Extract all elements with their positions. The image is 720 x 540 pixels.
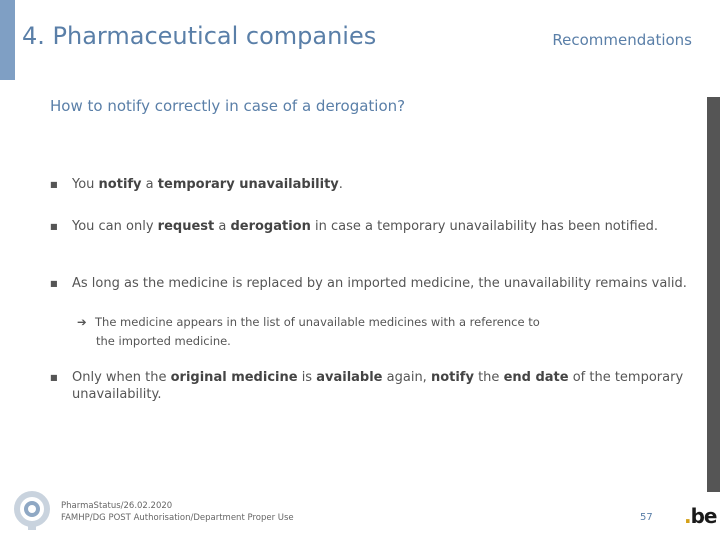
bullet-item xyxy=(50,176,690,193)
plain-text: Only when the xyxy=(72,370,171,385)
plain-text: a xyxy=(141,177,158,192)
plain-text: You xyxy=(72,177,99,192)
plain-text: in case a temporary unavailability has been notified. xyxy=(310,219,659,234)
bullet-item xyxy=(50,369,690,403)
note-line-1: The medicine appears in the list of unavailable medicines with a reference to xyxy=(95,315,540,329)
square-bullet-icon: ■ xyxy=(50,180,58,189)
plain-text: is xyxy=(297,370,317,385)
bold-text: original medicine xyxy=(170,370,298,385)
be-logo-dot: . xyxy=(684,504,691,528)
famhp-logo xyxy=(12,482,52,532)
bold-text: notify xyxy=(430,370,474,385)
bold-text: available xyxy=(316,370,383,385)
bold-text: notify xyxy=(98,177,142,192)
be-logo-text: be xyxy=(690,504,717,528)
note-line-2: the imported medicine. xyxy=(96,334,231,348)
footer-line-1: PharmaStatus/26.02.2020 xyxy=(61,501,173,511)
bullet-text xyxy=(72,218,690,235)
right-arrow-icon: ➔ xyxy=(77,315,87,329)
square-bullet-icon: ■ xyxy=(50,279,58,288)
bullet-text xyxy=(72,369,690,403)
slide-subtitle: How to notify correctly in case of a derogation? xyxy=(50,97,406,115)
plain-text: a xyxy=(214,219,231,234)
bold-text: end date xyxy=(503,370,569,385)
be-logo xyxy=(684,504,717,528)
square-bullet-icon: ■ xyxy=(50,222,58,231)
bold-text: derogation xyxy=(230,219,311,234)
bold-text: request xyxy=(157,219,215,234)
bullet-item xyxy=(50,218,690,235)
plain-text: of the temporary unavailability. xyxy=(72,370,684,402)
plain-text: As long as the medicine is replaced by an imported medicine, the unavailability remains valid. xyxy=(72,276,687,291)
page-title: 4. Pharmaceutical companies xyxy=(22,22,377,50)
sub-note xyxy=(77,313,597,351)
plain-text: the xyxy=(473,370,504,385)
footer-line-2: FAMHP/DG POST Authorisation/Department Proper Use xyxy=(61,513,294,523)
plain-text: . xyxy=(338,177,343,192)
section-label: Recommendations xyxy=(552,31,692,49)
plain-text: again, xyxy=(382,370,431,385)
bullet-text xyxy=(72,275,690,292)
title-accent-bar xyxy=(0,0,15,80)
plain-text: You can only xyxy=(72,219,158,234)
right-side-bar xyxy=(707,97,720,492)
footer-text xyxy=(61,500,294,524)
page-number: 57 xyxy=(640,512,653,523)
bullet-item xyxy=(50,275,690,292)
bullet-text xyxy=(72,176,690,193)
square-bullet-icon: ■ xyxy=(50,373,58,382)
bold-text: temporary unavailability xyxy=(157,177,339,192)
